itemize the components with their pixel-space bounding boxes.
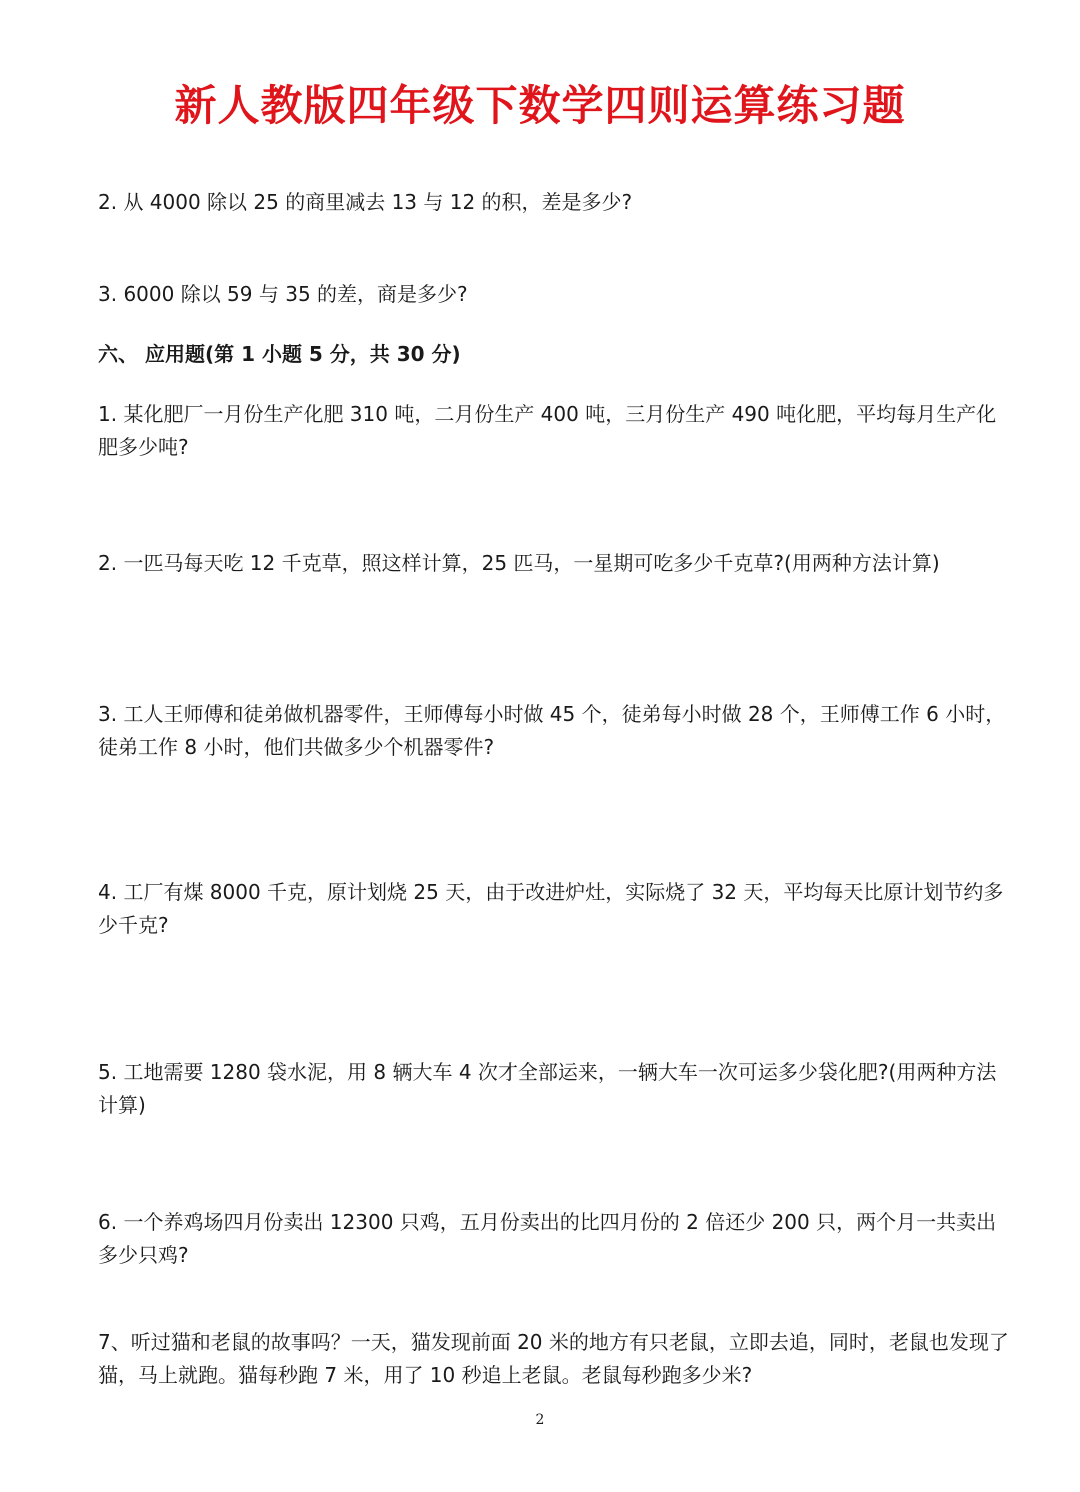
- page-title: 新人教版四年级下数学四则运算练习题: [174, 81, 906, 130]
- question-6-6: 6. 一个养鸡场四月份卖出 12300 只鸡，五月份卖出的比四月份的 2 倍还少 200 只，两个月一共卖出多少只鸡?: [98, 1210, 997, 1267]
- question-6-3: 3. 工人王师傅和徒弟做机器零件，王师傅每小时做 45 个，徒弟每小时做 28 个，王师傅工作 6 小时，徒弟工作 8 小时，他们共做多少个机器零件?: [98, 702, 1006, 759]
- section-heading: 六、 应用题(第 1 小题 5 分，共 30 分): [98, 342, 461, 366]
- question-5-2: 2. 从 4000 除以 25 的商里减去 13 与 12 的积，差是多少?: [98, 190, 633, 214]
- question-5-3: 3. 6000 除以 59 与 35 的差，商是多少?: [98, 282, 468, 306]
- question-6-7: 7、听过猫和老鼠的故事吗？一天，猫发现前面 20 米的地方有只老鼠，立即去追，同时，老鼠也发现了猫，马上就跑。猫每秒跑 7 米，用了 10 秒追上老鼠。老鼠每秒跑多少米?: [98, 1330, 1009, 1387]
- question-6-2: 2. 一匹马每天吃 12 千克草，照这样计算，25 匹马，一星期可吃多少千克草?(用两种方法计算): [98, 551, 940, 575]
- question-6-5: 5. 工地需要 1280 袋水泥，用 8 辆大车 4 次才全部运来，一辆大车一次可运多少袋化肥?(用两种方法计算): [98, 1060, 997, 1117]
- question-6-4: 4. 工厂有煤 8000 千克，原计划烧 25 天，由于改进炉灶，实际烧了 32 天，平均每天比原计划节约多少千克?: [98, 880, 1004, 937]
- question-6-1: 1. 某化肥厂一月份生产化肥 310 吨，二月份生产 400 吨，三月份生产 490 吨化肥，平均每月生产化肥多少吨?: [98, 402, 997, 459]
- page-number: 2: [535, 1412, 545, 1428]
